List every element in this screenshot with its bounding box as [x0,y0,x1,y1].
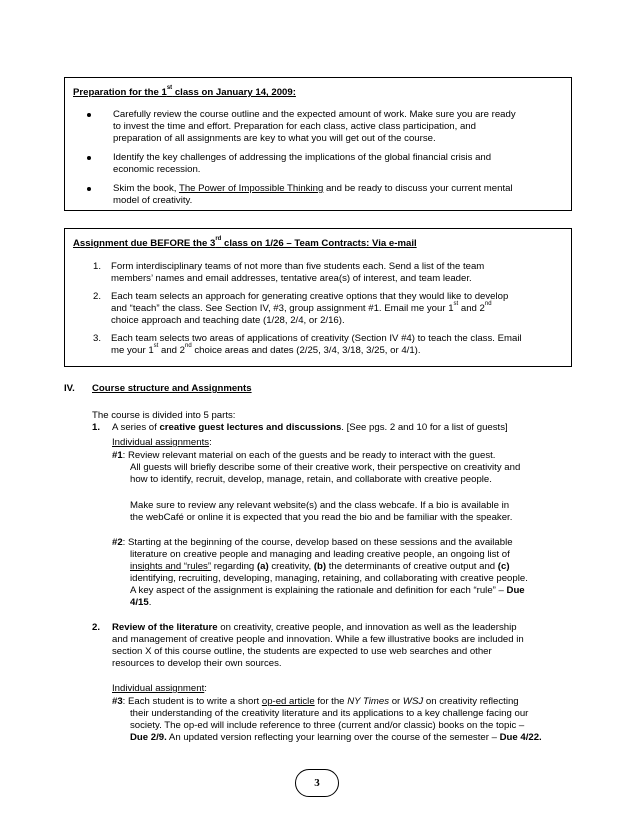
individual-assignments-label: Individual assignments: [112,437,212,448]
assignment-box [64,228,572,367]
assignment-1-note: Make sure to review any relevant website(s) and the class webcafe. If a bio is available in the webCafé or online it is expected that you read the bio and be familiar with the speaker. [130,500,513,524]
part-2-text: Review of the literature on creativity, creative people, and innovation as well as the leadership and management of creative people and innovation. While a few illustrative books are included in section X of this course outline, the students are expected to use web searches and other resources to develop their own sources. [112,622,524,670]
bullet-icon [87,183,93,189]
bullet-icon [87,109,93,115]
preparation-box [64,77,572,211]
list-item: Each team selects two areas of applications of creativity (Section IV #4) to teach the class. Email me your 1st and 2nd choice areas and dates (2/25, 3/4, 3/18, 3/25, or 4/1). [111,333,522,357]
preparation-heading: Preparation for the 1st class on January 14, 2009: [73,85,296,98]
part-1-text: A series of creative guest lectures and discussions. [See pgs. 2 and 10 for a list of guests] [112,422,508,433]
section-numeral: IV. [64,383,75,394]
list-number: 3. [93,333,102,344]
bullet-icon [87,152,93,158]
assignment-1: #1: Review relevant material on each of the guests and be ready to interact with the guest. All guests will briefly describe some of their creative work, their perspective on creativity and how to identify, recruit, develop, manage, retain, and collaborate with creative people. [112,450,521,486]
bullet-item: Skim the book, The Power of Impossible Thinking and be ready to discuss your current mental model of creativity. [113,183,513,207]
assignment-2: #2: Starting at the beginning of the course, develop based on these sessions and the available literature on creative people and managing and leading creative people, an ongoing list of insights and “rules” regarding (a) creativity, (b) the determinants of creative output and (c) identifying, recruiting, developing, managing, retaining, and collaborating with creative people. A key aspect of the assignment is explaining the rationale and definition for each “rule” – Due 4/15. [112,537,528,609]
bullet-item: Identify the key challenges of addressing the implications of the global financial crisis and economic recession. [113,152,492,176]
part-number: 1. [92,422,101,433]
list-number: 2. [93,291,102,302]
list-number: 1. [93,261,102,272]
section-intro: The course is divided into 5 parts: [92,410,236,421]
section-title: Course structure and Assignments [92,383,252,394]
part-number: 2. [92,622,101,633]
individual-assignment-label: Individual assignment: [112,683,207,694]
bullet-item: Carefully review the course outline and the expected amount of work. Make sure you are ready to invest the time and effort. Preparation for each class, active class participation, and preparation of all assignments are key to what you will get out of the course. [113,109,516,145]
book-title: The Power of Impossible Thinking [178,183,324,194]
assignment-3: #3: Each student is to write a short op-ed article for the NY Times or WSJ on creativity reflecting their understanding of the creativity literature and its applications to a key challenge facing our society. The op-ed will include reference to three (current and/or classic) books on the topic – Due 2/9. An updated version reflecting your learning over the course of the semester – Due 4/22. [112,696,542,744]
assignment-heading: Assignment due BEFORE the 3rd class on 1/26 – Team Contracts: Via e-mail [73,236,417,249]
page-number: 3 [295,769,339,797]
list-item: Form interdisciplinary teams of not more than five students each. Send a list of the team members’ names and email addresses, tentative area(s) of interest, and team leader. [111,261,485,285]
list-item: Each team selects an approach for generating creative options that they would like to develop and “teach” the class. See Section IV, #3, group assignment #1. Email me your 1st and 2nd choice approach and teaching date (1/28, 2/4, or 2/16). [111,291,509,327]
